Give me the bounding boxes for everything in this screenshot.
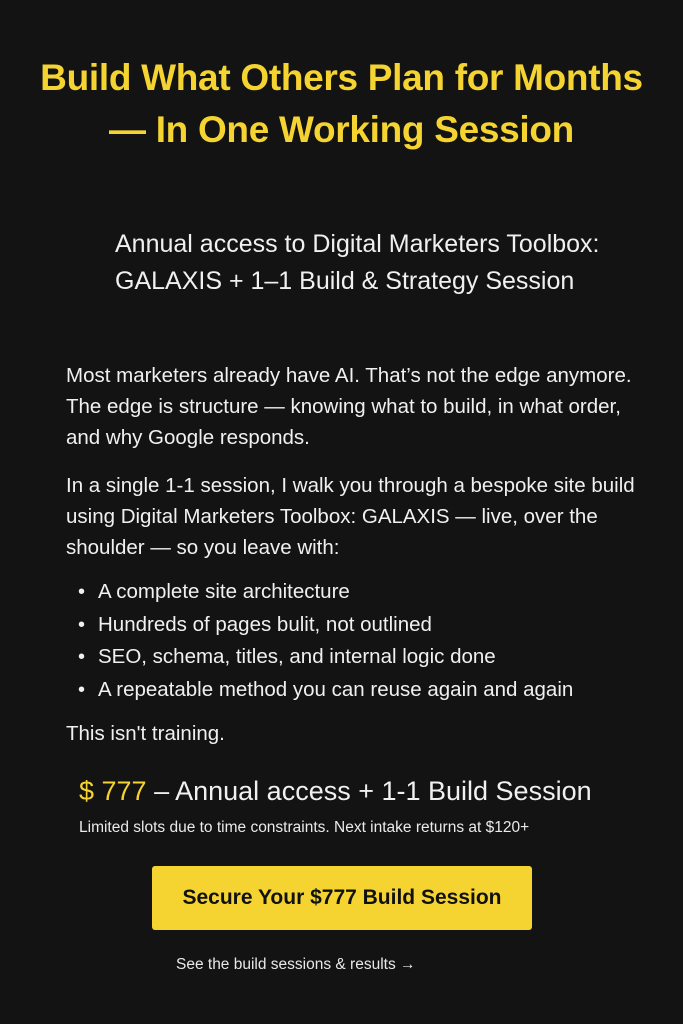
page-headline: Build What Others Plan for Months — In One Working Session <box>40 57 643 150</box>
list-item <box>78 576 658 609</box>
session-description-paragraph: In a single 1-1 session, I walk you through a bespoke site build using Digital Marketers Toolbox: GALAXIS — live, over the shoulder — so you leave with: <box>66 474 635 559</box>
list-item <box>78 674 658 707</box>
outcomes-list <box>78 576 658 706</box>
price-description: – Annual access + 1-1 Build Session <box>146 776 592 806</box>
offer-subheadline: Annual access to Digital Marketers Toolbox: GALAXIS + 1–1 Build & Strategy Session <box>115 230 600 295</box>
list-item-text: A repeatable method you can reuse again and again <box>98 677 574 701</box>
price-amount: $ 777 <box>79 776 147 806</box>
list-item <box>78 609 658 642</box>
bullet-icon: • <box>78 678 86 701</box>
bullet-icon: • <box>78 581 86 603</box>
list-item-text: Hundreds of pages bulit, not outlined <box>98 612 432 636</box>
price-line <box>79 772 659 810</box>
not-training-statement: This isn't training. <box>66 722 225 745</box>
build-sessions-results-link[interactable]: See the build sessions & results → <box>176 956 416 973</box>
intro-paragraph: Most marketers already have AI. That’s not the edge anymore. The edge is structure — knowing what to build, in what order, and why Google responds. <box>66 364 632 449</box>
secure-session-button[interactable]: Secure Your $777 Build Session <box>152 866 532 930</box>
list-item <box>78 641 658 674</box>
bullet-icon: • <box>78 613 86 636</box>
scarcity-note: Limited slots due to time constraints. Next intake returns at $120+ <box>79 819 530 836</box>
bullet-icon: • <box>78 646 86 668</box>
list-item-text: SEO, schema, titles, and internal logic done <box>98 645 496 668</box>
list-item-text: A complete site architecture <box>98 580 350 603</box>
